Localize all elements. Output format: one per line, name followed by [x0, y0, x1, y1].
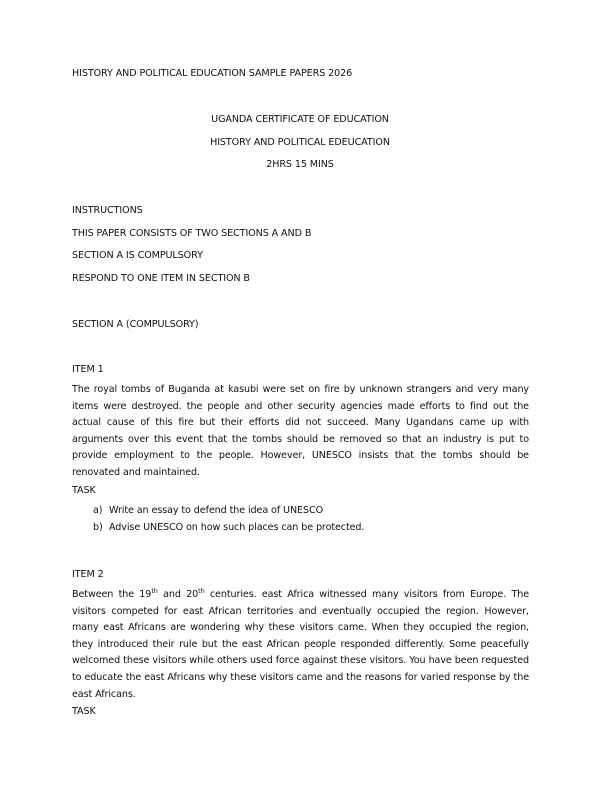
item-1-task-label: TASK: [72, 485, 96, 496]
task-list-item: [93, 503, 364, 520]
item-2-task-label: TASK: [72, 706, 96, 717]
subject-title: HISTORY AND POLITICAL EDEUCATION: [210, 137, 390, 148]
instruction-line: THIS PAPER CONSISTS OF TWO SECTIONS A AND B: [72, 228, 312, 239]
document-top-title: HISTORY AND POLITICAL EDUCATION SAMPLE PAPERS 2026: [72, 68, 353, 79]
item-2-body-mid: and 20: [157, 589, 199, 600]
item-1-task-list: [93, 503, 364, 536]
instruction-line: RESPOND TO ONE ITEM IN SECTION B: [72, 273, 250, 284]
instructions-heading: INSTRUCTIONS: [72, 205, 143, 216]
superscript-th: th: [151, 587, 158, 595]
section-a-heading: SECTION A (COMPULSORY): [72, 319, 199, 330]
task-text: Write an essay to defend the idea of UNESCO: [109, 505, 324, 516]
exam-name: UGANDA CERTIFICATE OF EDUCATION: [211, 114, 389, 125]
task-list-item: [93, 520, 364, 537]
task-text: Advise UNESCO on how such places can be protected.: [109, 521, 365, 533]
task-marker: a): [93, 505, 103, 516]
item-2-body-rest: centuries. east Africa witnessed many visitors from Europe. The visitors competed for east African territories and eventually occupied the region. However, many east Africans are wondering why these visitors came. When they occupied the region, they introduced their rule but the east African people responded differently. Some peacefully welcomed these visitors while others used force against these visitors. You have been requested to educate the east Africans why these visitors came and the reasons for varied response by the east Africans.: [72, 589, 530, 700]
item-2-body-start: Between the 19: [72, 589, 152, 600]
exam-duration: 2HRS 15 MINS: [266, 159, 334, 170]
item-1-heading: ITEM 1: [72, 364, 104, 375]
item-2-body: [72, 587, 529, 703]
task-marker: b): [93, 521, 103, 533]
item-1-body: The royal tombs of Buganda at kasubi were set on fire by unknown strangers and very many items were destroyed. the people and other security agencies made efforts to find out the actual cause of this fire but their efforts did not succeed. Many Ugandans came up with arguments over this event that the tombs should be removed so that an industry is put to provide employment to the people. However, UNESCO insists that the tombs should be renovated and maintained.: [72, 384, 529, 478]
instruction-line: SECTION A IS COMPULSORY: [72, 250, 203, 261]
superscript-th: th: [198, 587, 205, 595]
item-2-heading: ITEM 2: [72, 569, 104, 580]
